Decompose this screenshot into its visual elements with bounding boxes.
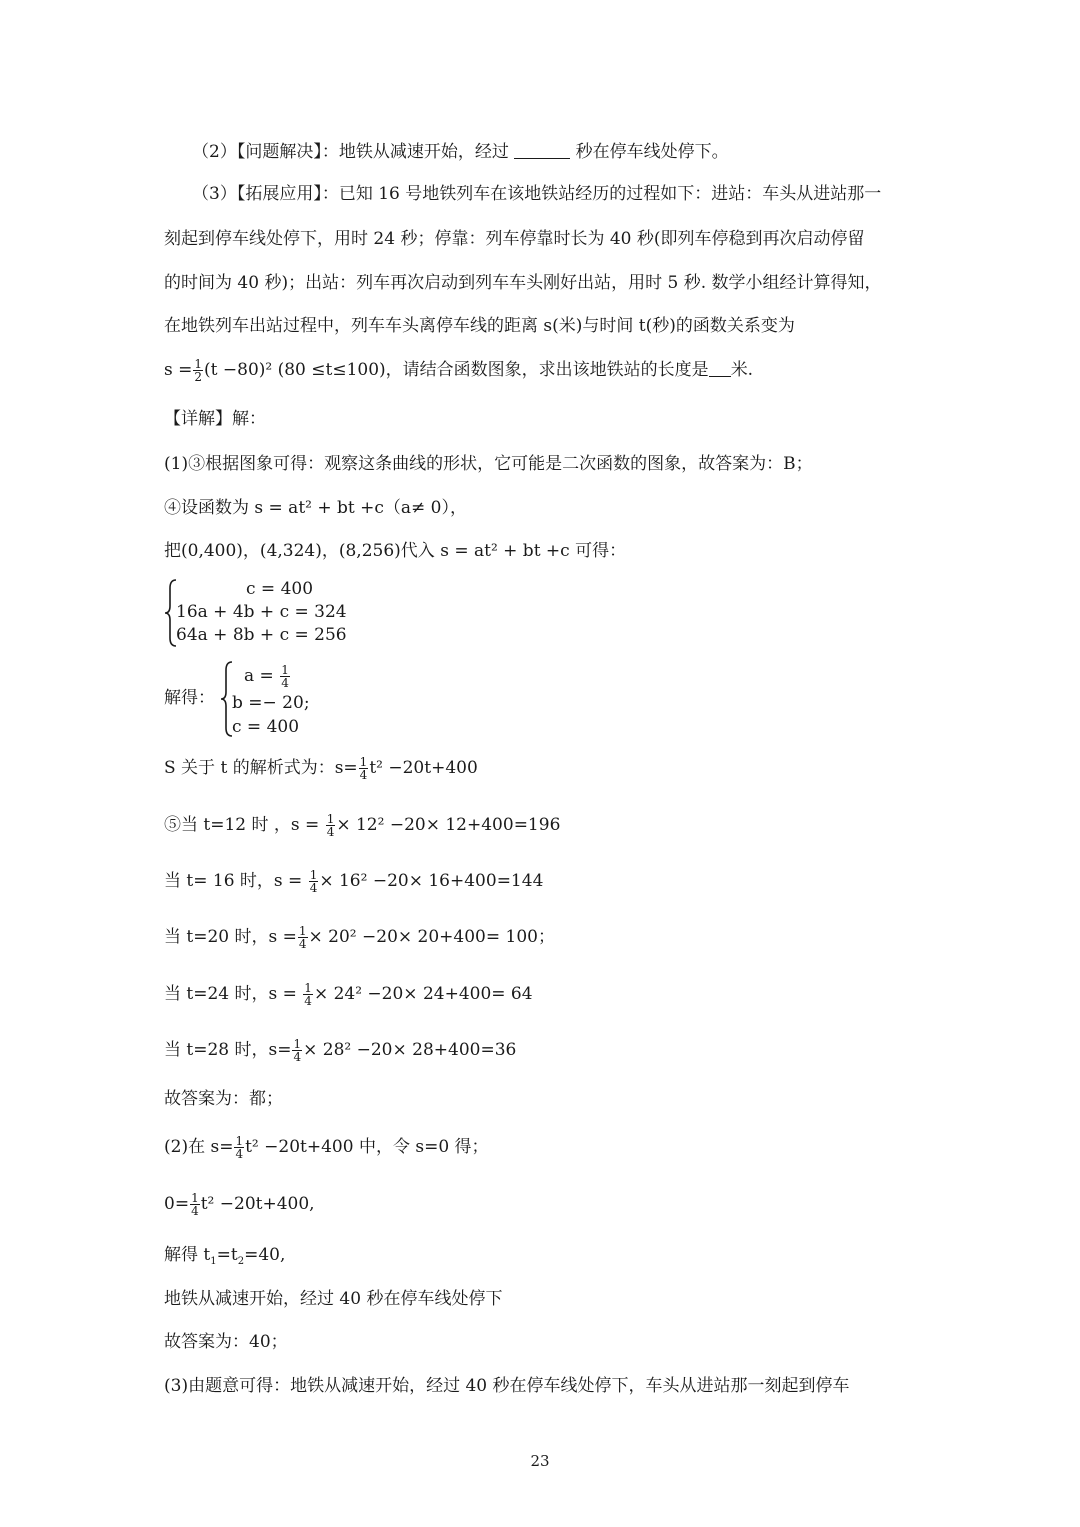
part2-line-4: 地铁从减速开始，经过 40 秒在停车线处停下 <box>164 1289 503 1309</box>
question-3-line-1: （3）【拓展应用】：已知 16 号地铁列车在该地铁站经历的过程如下：进站：车头从进站那一 <box>192 184 882 204</box>
question-3-line-4: 在地铁列车出站过程中，列车车头离停车线的距离 s(米)与时间 t(秒)的函数关系变为 <box>164 316 795 336</box>
calc-row: 当 t= 16 时，s = $\frac{1}{4}$ × 16² −20× 16+400=144 <box>164 868 544 895</box>
answer-all: 故答案为：都； <box>164 1089 283 1109</box>
answer-blank <box>514 158 570 159</box>
equation-row: 64a + 8b + c = 256 <box>176 625 347 645</box>
equation-row: b =− 20; <box>232 693 310 713</box>
fraction: $\frac{1}{2}$ <box>194 357 203 384</box>
answer-blank <box>709 376 731 377</box>
fraction: $\frac{1}{4}$ <box>298 924 307 951</box>
question-3-line-2: 刻起到停车线处停下，用时 24 秒；停靠：列车停靠时长为 40 秒(即列车停稳到再次启动停留 <box>164 229 865 249</box>
calc-row: 当 t=20 时，s = $\frac{1}{4}$ × 20² −20× 20+400= 100； <box>164 924 555 951</box>
equation-row: c = 400 <box>246 579 314 599</box>
equation-row: a = $\frac{1}{4}$ <box>244 663 289 690</box>
fraction: $\frac{1}{4}$ <box>304 981 312 1008</box>
solution-step-3: 把(0,400)，(4,324)，(8,256)代入 s = at² + bt +c 可得： <box>164 541 627 561</box>
part2-line-1: (2)在 s= $\frac{1}{4}$ t² −20t+400 中，令 s=0 得； <box>164 1134 489 1161</box>
calc-row: 当 t=24 时，s = $\frac{1}{4}$ × 24² −20× 24+400= 64 <box>164 981 533 1008</box>
calc-row: 当 t=28 时，s= $\frac{1}{4}$ × 28² −20× 28+400=36 <box>164 1037 517 1064</box>
equation-row: c = 400 <box>232 717 300 737</box>
equation-system <box>164 578 364 648</box>
equation-row: 16a + 4b + c = 324 <box>176 602 347 622</box>
question-3-line-5: s = $\frac{1}{2}$ (t −80)² (80 ≤t≤100)，请结合函数图象，求出该地铁站的长度是 米. <box>164 357 754 384</box>
page-number: 23 <box>530 1452 550 1470</box>
solution-step-1: (1)③根据图象可得：观察这条曲线的形状，它可能是二次函数的图象，故答案为：B； <box>164 454 813 474</box>
fraction: $\frac{1}{4}$ <box>293 1037 302 1064</box>
part2-line-3: 解得 $t_1=t_2=40$, <box>164 1245 286 1267</box>
fraction: $\frac{1}{4}$ <box>309 868 318 895</box>
fraction: $\frac{1}{4}$ <box>326 812 335 839</box>
question-2: （2）【问题解决】：地铁从减速开始，经过 秒在停车线处停下。 <box>192 142 729 162</box>
solution-step-2: ④设函数为 s = at² + bt +c（a≠ 0）， <box>164 498 467 518</box>
fraction: $\frac{1}{4}$ <box>191 1191 199 1218</box>
calc-row: ⑤当 t=12 时 ，s = $\frac{1}{4}$ × 12² −20× 12+400=196 <box>164 812 561 839</box>
analytic-expression: S 关于 t 的解析式为：s= $\frac{1}{4}$ t² −20t+400 <box>164 755 478 782</box>
detail-heading: 【详解】解： <box>164 409 266 429</box>
fraction: $\frac{1}{4}$ <box>359 755 368 782</box>
solve-label: 解得： <box>164 688 215 708</box>
solution-system <box>220 660 340 740</box>
fraction: $\frac{1}{4}$ <box>235 1134 244 1161</box>
part3-line-1: (3)由题意可得：地铁从减速开始，经过 40 秒在停车线处停下，车头从进站那一刻起到停车 <box>164 1376 850 1396</box>
fraction: $\frac{1}{4}$ <box>281 663 289 690</box>
question-3-line-3: 的时间为 40 秒)；出站：列车再次启动到列车车头刚好出站，用时 5 秒. 数学小组经计算得知， <box>164 273 882 293</box>
part2-line-5: 故答案为：40； <box>164 1332 288 1352</box>
part2-line-2: 0= $\frac{1}{4}$ t² −20t+400, <box>164 1191 315 1218</box>
